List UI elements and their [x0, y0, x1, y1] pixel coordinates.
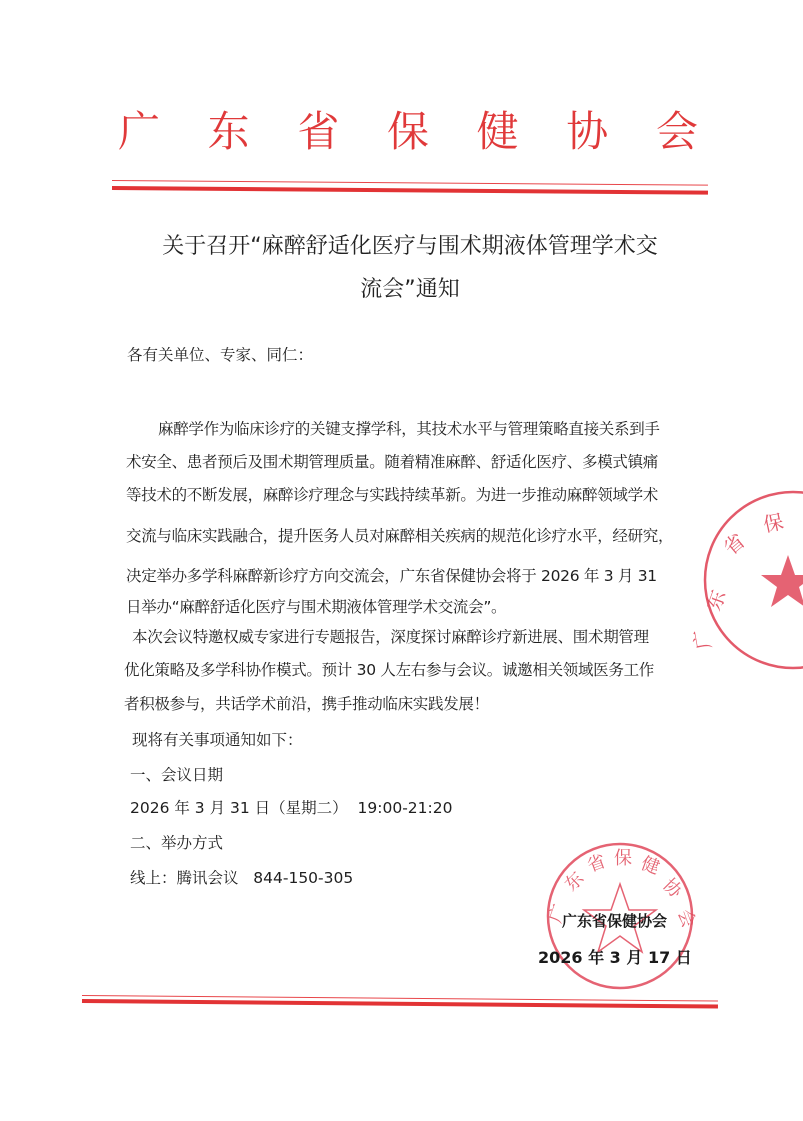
intro-line: 现将有关事项通知如下： [132, 731, 303, 749]
svg-text:会: 会 [673, 906, 700, 931]
signature-date: 2026 年 3 月 17 日 [538, 948, 692, 967]
header-rule-thick [112, 186, 708, 195]
svg-text:健: 健 [638, 852, 663, 879]
svg-text:省: 省 [718, 528, 750, 560]
section-2-heading: 二、举办方式 [130, 834, 224, 852]
body-para1-line: 决定举办多学科麻醉新诊疗方向交流会，广东省保健协会将于 2026 年 3 月 31 [126, 567, 657, 585]
letterhead-char: 会 [655, 107, 698, 156]
meeting-date: 2026 年 3 月 31 日（星期二） 19:00-21:20 [130, 799, 453, 817]
body-para2-line: 本次会议特邀权威专家进行专题报告，深度探讨麻醉诊疗新进展、围术期管理 [132, 628, 649, 646]
body-para1-line: 等技术的不断发展，麻醉诊疗理念与实践持续革新。为进一步推动麻醉领域学术 [126, 486, 659, 504]
svg-text:广: 广 [688, 627, 716, 652]
letterhead-char: 协 [566, 107, 609, 156]
letterhead-char: 健 [476, 107, 519, 156]
notice-title-line-2: 流会”通知 [360, 277, 460, 302]
notice-title-line-1: 关于召开“麻醉舒适化医疗与围术期液体管理学术交 [162, 234, 658, 259]
letterhead-org-name [118, 102, 698, 162]
signature-org: 广东省保健协会 [562, 912, 668, 930]
salutation: 各有关单位、专家、同仁： [127, 346, 314, 364]
letterhead-char: 东 [207, 107, 250, 156]
letterhead-char: 广 [118, 107, 161, 156]
body-para2-line: 优化策略及多学科协作模式。预计 30 人左右参与会议。诚邀相关领域医务工作 [124, 661, 654, 679]
body-para1-line: 术安全、患者预后及围术期管理质量。随着精准麻醉、舒适化医疗、多模式镇痛 [126, 453, 659, 471]
official-seal-partial [688, 480, 803, 680]
body-para1-line: 日举办“麻醉舒适化医疗与围术期液体管理学术交流会”。 [126, 598, 507, 616]
letterhead-char: 保 [386, 107, 429, 156]
svg-text:协: 协 [658, 874, 687, 903]
svg-text:保: 保 [614, 848, 632, 869]
svg-text:省: 省 [584, 850, 609, 877]
header-rule-thin [112, 180, 708, 186]
body-para2-line: 者积极参与，共话学术前沿，携手推动临床实践发展！ [124, 695, 489, 713]
svg-text:东: 东 [560, 867, 589, 896]
body-para1-line: 交流与临床实践融合，提升医务人员对麻醉相关疾病的规范化诊疗水平，经研究， [126, 527, 674, 545]
svg-text:广: 广 [544, 901, 571, 926]
seal-star-icon [761, 555, 803, 607]
meeting-method: 线上：腾讯会议 844-150-305 [130, 869, 354, 887]
svg-text:东: 东 [701, 586, 731, 614]
body-para1-line: 麻醉学作为临床诊疗的关键支撑学科，其技术水平与管理策略直接关系到手 [158, 420, 660, 438]
svg-text:保: 保 [761, 509, 786, 537]
letterhead-char: 省 [297, 107, 340, 156]
section-1-heading: 一、会议日期 [130, 766, 224, 784]
